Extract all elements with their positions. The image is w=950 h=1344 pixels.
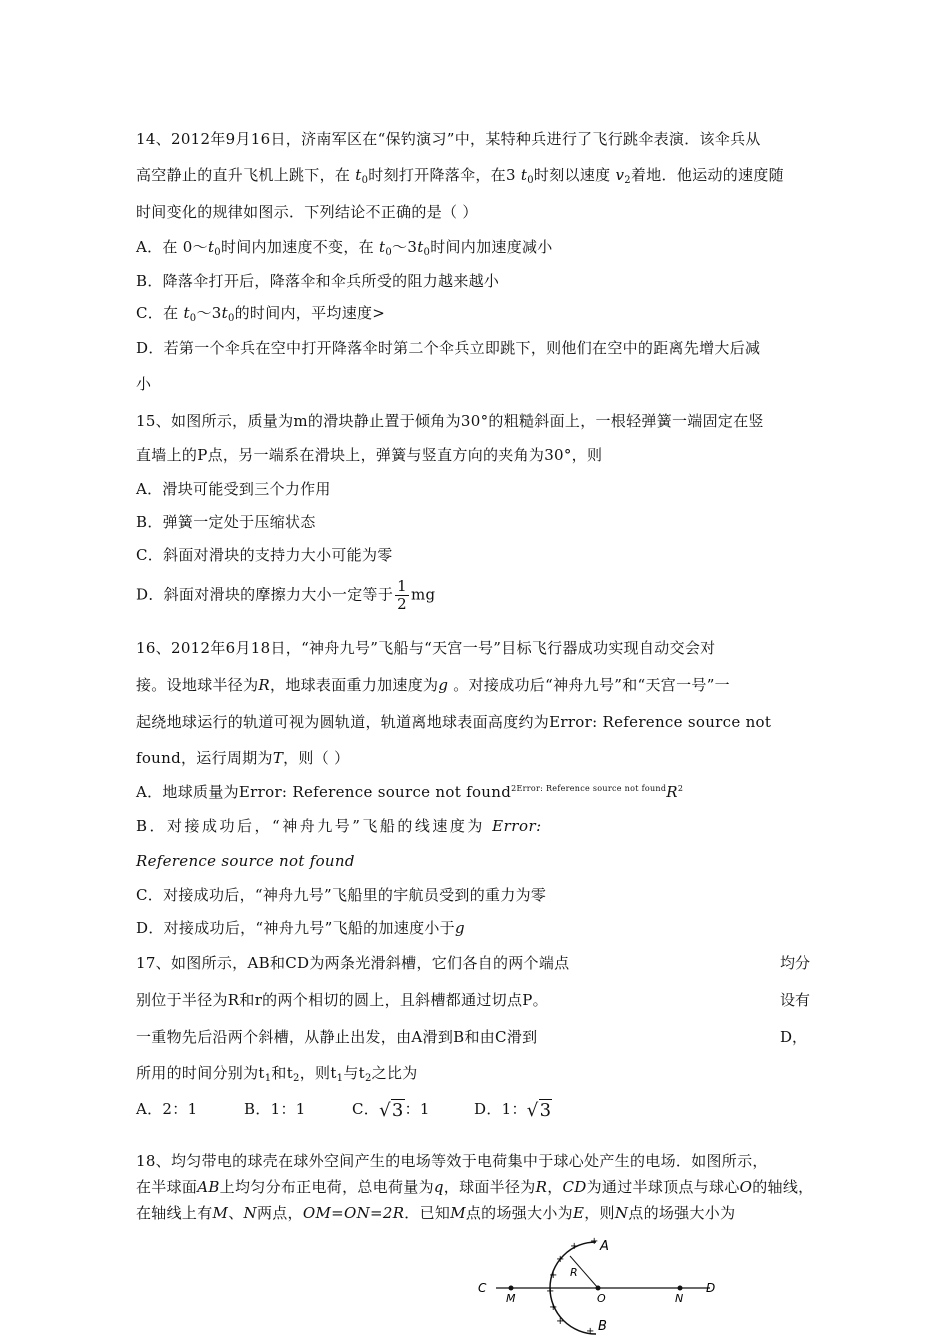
label-b: B [598,1319,607,1334]
plus-sign: + [556,1254,565,1265]
q15-line2: 直墙上的P点，另一端系在滑块上，弹簧与竖直方向的夹角为30°，则 [136,446,603,464]
q17-line3-right: D， [780,1028,808,1046]
plus-sign: + [556,1316,565,1327]
q15-option-a: A．滑块可能受到三个力作用 [136,480,331,498]
q16-option-c: C．对接成功后，“神舟九号”飞船里的宇航员受到的重力为零 [136,886,547,904]
sqrt-three: √3 [526,1099,552,1121]
q16-option-b: B．对接成功后，“神舟九号”飞船的线速度为 Error: [136,817,542,835]
q17-line1-right: 均分 [780,954,811,972]
q14-line3: 时间变化的规律如图示．下列结论不正确的是（ ） [136,203,478,221]
q15-option-d: D．斜面对滑块的摩擦力大小一定等于 $\frac{1}{2}$ mg [136,577,436,613]
label-o: O [597,1292,606,1305]
plus-sign: + [549,1302,558,1313]
q15-option-b: B．弹簧一定处于压缩状态 [136,513,316,531]
label-d: D [706,1281,716,1295]
plus-sign: + [549,1270,558,1281]
sqrt-three: √3 [379,1099,404,1121]
plus-sign: + [570,1241,579,1252]
q18-line3: 在轴线上有M、N两点，OM=ON=2R．已知M点的场强大小为E，则N点的场强大小为 [136,1204,736,1222]
q17-line2-right: 设有 [780,991,811,1009]
q14-line2: 高空静止的直升飞机上跳下，在 $t_0$时刻打开降落伞，在3 $t_0$时刻以速度 $v_2$着地．他运动的速度随 [136,166,784,186]
q17-line2: 别位于半径为R和r的两个相切的圆上，且斜槽都通过切点P。 [136,991,548,1009]
q18-line2: 在半球面AB上均匀分布正电荷，总电荷量为q，球面半径为R，CD为通过半球顶点与球心O的轴线， [136,1178,814,1196]
point-n [678,1286,683,1291]
q16-line3: 起绕地球运行的轨道可视为圆轨道，轨道离地球表面高度约为Error: Reference source not [136,713,772,731]
q16-line2: 接。设地球半径为R，地球表面重力加速度为g 。对接成功后“神舟九号”和“天宫一号”一 [136,676,730,694]
label-a: A [600,1239,609,1254]
label-n: N [675,1292,684,1305]
plus-sign: + [590,1236,599,1247]
q17-line3: 一重物先后沿两个斜槽，从静止出发，由A滑到B和由C滑到 [136,1028,538,1046]
q16-option-d: D．对接成功后，“神舟九号”飞船的加速度小于g [136,919,465,937]
q17-line1: 17、如图所示，AB和CD为两条光滑斜槽，它们各自的两个端点 [136,954,570,972]
fraction-one-half: $\frac{1}{2}$ [397,577,407,613]
q15-line1: 15、如图所示，质量为m的滑块静止置于倾角为30°的粗糙斜面上，一根轻弹簧一端固定在竖 [136,412,764,430]
q14-option-b: B．降落伞打开后，降落伞和伞兵所受的阻力越来越小 [136,272,500,290]
hemisphere-charge-figure [470,1230,730,1340]
label-r: R [570,1266,578,1279]
q14-option-d: D．若第一个伞兵在空中打开降落伞时第二个伞兵立即跳下，则他们在空中的距离先增大后减 [136,339,761,357]
plus-sign: + [586,1326,595,1337]
q16-line1: 16、2012年6月18日，“神舟九号”飞船与“天宫一号”目标飞行器成功实现自动交会对 [136,639,716,657]
q15-option-c: C．斜面对滑块的支持力大小可能为零 [136,546,393,564]
q18-line1: 18、均匀带电的球壳在球外空间产生的电场等效于电荷集中于球心处产生的电场．如图所示， [136,1152,768,1170]
label-c: C [478,1281,487,1295]
q16-option-a: A．地球质量为Error: Reference source not $found^{2Error: Reference source not found}R^2$ [136,783,684,801]
q14-option-a: A．在 $0\sim t_0$时间内加速度不变，在 $t_0\sim 3t_0$时间内加速度减小 [136,238,553,258]
label-m: M [506,1292,516,1305]
q16-line4: found，运行周期为T，则（ ） [136,749,350,767]
point-m [509,1286,514,1291]
q14-option-c: C．在 $t_0\sim 3t_0$的时间内，平均速度> [136,304,386,324]
plus-sign: + [546,1286,555,1297]
q14-option-d-cont: 小 [136,375,152,393]
q17-options: A．2：1 B．1：1 C．√3：1 D．1：√3 [136,1099,552,1121]
point-o [596,1286,601,1291]
q17-line4: 所用的时间分别为$t_1$和$t_2$，则$t_1$与$t_2$之比为 [136,1064,418,1084]
q16-option-b-cont: Reference source not found [136,852,355,870]
q14-line1: 14、2012年9月16日，济南军区在“保钓演习”中，某特种兵进行了飞行跳伞表演．该伞兵从 [136,130,761,148]
